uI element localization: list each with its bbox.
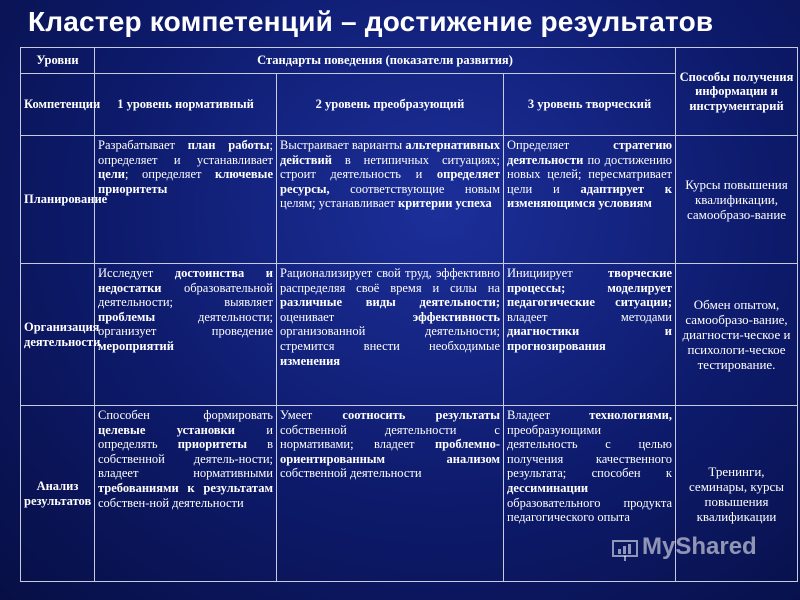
- emphasis-text: стратегию деятельности: [507, 138, 672, 167]
- body-text: Способен формировать: [98, 408, 273, 422]
- body-text: собствен-ной деятельности: [98, 495, 244, 510]
- body-text: в собственной деятель-ности; владеет нормативными: [98, 437, 273, 481]
- emphasis-text: достоинства и недостатки: [98, 266, 273, 295]
- body-text: собственной деятельности: [280, 466, 422, 481]
- body-text: Умеет: [280, 408, 343, 422]
- emphasis-text: цели: [98, 167, 125, 182]
- emphasis-text: адаптирует к изменяющимся условиям: [507, 181, 672, 211]
- body-text: преобразующими деятельность с целью получения качественного результата; способен к: [507, 422, 672, 481]
- level1-cell: [95, 264, 277, 406]
- emphasis-text: диагностики и прогнозирования: [507, 324, 672, 353]
- header-competencies: Компетенции: [21, 74, 95, 136]
- emphasis-text: критерии успеха: [398, 196, 492, 211]
- emphasis-text: эффективность: [412, 309, 500, 324]
- body-text: по достижению новых целей; пересматривает цели и: [507, 152, 672, 196]
- emphasis-text: технологиями,: [589, 408, 672, 422]
- body-text: Определяет: [507, 138, 614, 152]
- emphasis-text: различные виды деятельности;: [280, 295, 500, 310]
- emphasis-text: проблемы: [98, 309, 156, 324]
- body-text: оценивает: [280, 309, 413, 324]
- table-row: [21, 136, 798, 264]
- body-text: и определять: [98, 422, 273, 452]
- level1-cell: [95, 136, 277, 264]
- emphasis-text: мероприятий: [98, 338, 174, 353]
- body-text: собственной деятельности с нормативами; владеет: [280, 422, 500, 452]
- body-text: организованной деятельности; стремится внести необходимые: [280, 324, 500, 353]
- presentation-icon: [612, 540, 638, 562]
- body-text: Владеет: [507, 408, 590, 422]
- emphasis-text: изменения: [280, 353, 341, 368]
- body-text: ; определяет: [124, 167, 216, 182]
- level2-cell: [277, 406, 504, 582]
- body-text: владеет методами: [507, 309, 672, 324]
- header-standards: Стандарты поведения (показатели развития): [95, 48, 676, 74]
- emphasis-text: план работы: [187, 138, 270, 152]
- emphasis-text: определяет ресурсы,: [280, 167, 500, 196]
- body-text: образовательного продукта педагогического опыта: [507, 495, 672, 525]
- body-text: соответствующие новым целям; устанавливает: [280, 181, 500, 211]
- page-title: Кластер компетенций – достижение результатов: [28, 6, 714, 37]
- row-label: Анализ результатов: [21, 406, 95, 582]
- emphasis-text: дессиминации: [507, 480, 589, 495]
- level2-cell: [277, 264, 504, 406]
- header-level2: 2 уровень преобразующий: [277, 74, 504, 136]
- table-row: [21, 264, 798, 406]
- body-text: Рационализирует свой труд, эффективно распределяя своё время и силы на: [280, 266, 500, 295]
- emphasis-text: ключевые приоритеты: [98, 167, 273, 196]
- header-level3: 3 уровень творческий: [504, 74, 676, 136]
- methods-cell: Обмен опытом, самообразо-вание, диагности-ческое и психологи-ческое тестирование.: [676, 264, 798, 406]
- emphasis-text: альтернативных действий: [280, 138, 500, 167]
- body-text: ; определяет и устанавливает: [98, 138, 273, 167]
- body-text: Выстраивает варианты: [280, 138, 406, 152]
- body-text: образовательной деятельности; выявляет: [98, 280, 273, 310]
- emphasis-text: целевые установки: [98, 422, 235, 437]
- level2-cell: [277, 136, 504, 264]
- emphasis-text: требованиями к результатам: [98, 480, 273, 495]
- body-text: Разрабатывает: [98, 138, 188, 152]
- emphasis-text: творческие процессы; моделирует педагогические ситуации;: [507, 266, 672, 310]
- body-text: в нетипичных ситуациях; строит деятельность и: [280, 152, 500, 182]
- level3-cell: [504, 136, 676, 264]
- methods-cell: Курсы повышения квалификации, самообразо-вание: [676, 136, 798, 264]
- row-label: Организация деятельности: [21, 264, 95, 406]
- header-methods: Способы получения информации и инструментарий: [676, 48, 798, 136]
- emphasis-text: проблемно-ориентированным анализом: [280, 437, 500, 466]
- body-text: Исследует: [98, 266, 175, 280]
- header-level1: 1 уровень нормативный: [95, 74, 277, 136]
- body-text: Инициирует: [507, 266, 609, 280]
- emphasis-text: соотносить результаты: [342, 408, 500, 422]
- competency-table: [20, 47, 798, 582]
- watermark: MyShared: [642, 533, 757, 560]
- body-text: деятельности; организует проведение: [98, 309, 273, 339]
- level3-cell: [504, 264, 676, 406]
- emphasis-text: приоритеты: [177, 437, 248, 452]
- row-label: Планирование: [21, 136, 95, 264]
- header-levels: Уровни: [21, 48, 95, 74]
- methods-cell: Тренинги, семинары, курсы повышения квалификации: [676, 406, 798, 582]
- level1-cell: [95, 406, 277, 582]
